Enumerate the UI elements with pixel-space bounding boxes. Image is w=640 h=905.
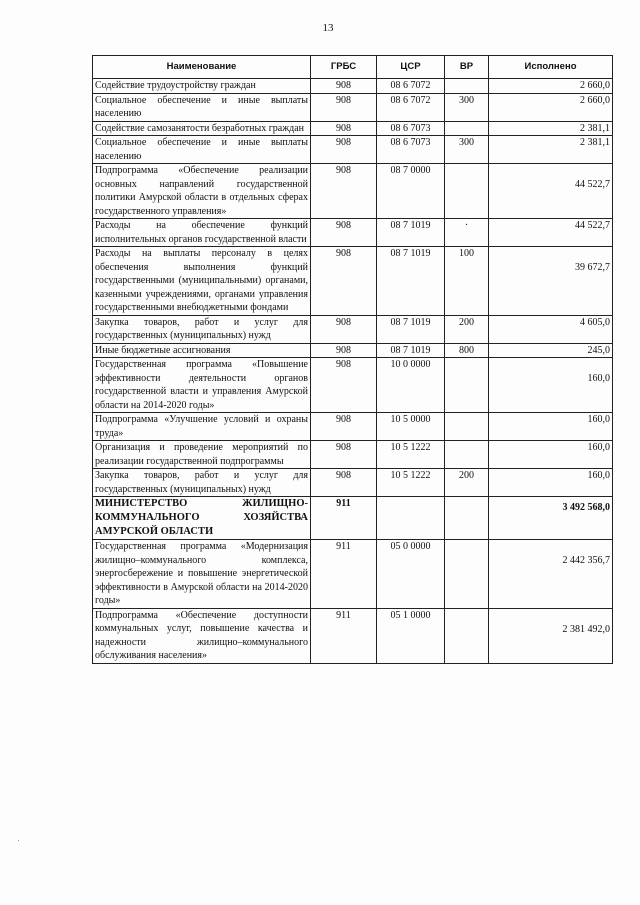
- cell-grbs: 908: [311, 469, 377, 497]
- table-row: [93, 540, 613, 609]
- cell-sum: 4 605,0: [489, 315, 613, 343]
- header-name: Наименование: [93, 56, 311, 79]
- header-grbs: ГРБС: [311, 56, 377, 79]
- cell-name: Расходы на выплаты персоналу в целях обеспечения выполнения функций государственными (муниципальными) органами, казенными учреждениями, органами управления государственными внебюджетными фондами: [93, 247, 311, 316]
- cell-vr: [445, 540, 489, 609]
- cell-name: Организация и проведение мероприятий по реализации государственной подпрограммы: [93, 441, 311, 469]
- table-row: [93, 358, 613, 413]
- cell-sum: 160,0: [489, 469, 613, 497]
- cell-csr: 08 7 1019: [377, 247, 445, 316]
- cell-name: Подпрограмма «Обеспечение реализации основных направлений государственной политики Амурской области в отдельных сферах государственного управления»: [93, 164, 311, 219]
- cell-sum: 3 492 568,0: [489, 497, 613, 540]
- cell-name: Расходы на обеспечение функций исполнительных органов государственной власти: [93, 219, 311, 247]
- cell-name: МИНИСТЕРСТВО ЖИЛИЩНО-КОММУНАЛЬНОГО ХОЗЯЙСТВА АМУРСКОЙ ОБЛАСТИ: [93, 497, 311, 540]
- cell-grbs: 908: [311, 441, 377, 469]
- table-row-ministry: [93, 497, 613, 540]
- cell-sum: 2 660,0: [489, 93, 613, 121]
- scan-speck: [18, 840, 19, 841]
- table-row: [93, 136, 613, 164]
- cell-csr: [377, 497, 445, 540]
- table-row: [93, 441, 613, 469]
- cell-sum: 2 381 492,0: [489, 608, 613, 663]
- cell-csr: 05 1 0000: [377, 608, 445, 663]
- cell-sum: 160,0: [489, 358, 613, 413]
- cell-grbs: 911: [311, 608, 377, 663]
- cell-sum: 160,0: [489, 413, 613, 441]
- page-number: 13: [322, 22, 334, 34]
- cell-grbs: 908: [311, 358, 377, 413]
- table-row: [93, 93, 613, 121]
- header-csr: ЦСР: [377, 56, 445, 79]
- cell-name: Подпрограмма «Улучшение условий и охраны труда»: [93, 413, 311, 441]
- cell-grbs: 908: [311, 136, 377, 164]
- table-row: [93, 164, 613, 219]
- table-row: [93, 608, 613, 663]
- cell-grbs: 908: [311, 247, 377, 316]
- cell-sum: 2 381,1: [489, 136, 613, 164]
- cell-sum: 44 522,7: [489, 164, 613, 219]
- cell-vr: [445, 358, 489, 413]
- table-row: [93, 219, 613, 247]
- cell-csr: 08 7 1019: [377, 219, 445, 247]
- cell-grbs: 908: [311, 413, 377, 441]
- budget-execution-table: [92, 55, 613, 664]
- cell-vr: [445, 413, 489, 441]
- cell-grbs: 908: [311, 219, 377, 247]
- cell-csr: 08 7 1019: [377, 343, 445, 358]
- cell-sum: 2 660,0: [489, 79, 613, 94]
- table-row: [93, 343, 613, 358]
- cell-sum: 2 442 356,7: [489, 540, 613, 609]
- cell-grbs: 908: [311, 164, 377, 219]
- cell-csr: 08 6 7073: [377, 136, 445, 164]
- cell-sum: 39 672,7: [489, 247, 613, 316]
- cell-name: Содействие трудоустройству граждан: [93, 79, 311, 94]
- cell-name: Закупка товаров, работ и услуг для государственных (муниципальных) нужд: [93, 469, 311, 497]
- cell-csr: 08 6 7073: [377, 121, 445, 136]
- cell-csr: 08 7 0000: [377, 164, 445, 219]
- cell-sum: 2 381,1: [489, 121, 613, 136]
- cell-vr: [445, 608, 489, 663]
- cell-name: Государственная программа «Повышение эффективности деятельности органов государственной власти и управления Амурской области на 2014-2020 годы»: [93, 358, 311, 413]
- cell-sum: 160,0: [489, 441, 613, 469]
- cell-vr: [445, 164, 489, 219]
- table-row: [93, 469, 613, 497]
- cell-vr: 200: [445, 315, 489, 343]
- cell-vr: [445, 79, 489, 94]
- cell-vr: 100: [445, 247, 489, 316]
- cell-csr: 10 5 0000: [377, 413, 445, 441]
- cell-grbs: 908: [311, 121, 377, 136]
- cell-grbs: 908: [311, 79, 377, 94]
- table-row: [93, 79, 613, 94]
- table-row: [93, 315, 613, 343]
- cell-csr: 08 6 7072: [377, 79, 445, 94]
- cell-name: Государственная программа «Модернизация жилищно–коммунального комплекса, энергосбережение и повышение энергетической эффективности в Амурской области на 2014-2020 годы»: [93, 540, 311, 609]
- cell-name: Социальное обеспечение и иные выплаты населению: [93, 93, 311, 121]
- cell-grbs: 911: [311, 540, 377, 609]
- table-header-row: [93, 56, 613, 79]
- cell-csr: 10 0 0000: [377, 358, 445, 413]
- table-row: [93, 413, 613, 441]
- cell-csr: 10 5 1222: [377, 469, 445, 497]
- cell-vr: 200: [445, 469, 489, 497]
- cell-vr: [445, 441, 489, 469]
- cell-name: Подпрограмма «Обеспечение доступности коммунальных услуг, повышение качества и надежности жилищно–коммунального обслуживания населения»: [93, 608, 311, 663]
- cell-vr: 300: [445, 136, 489, 164]
- cell-grbs: 911: [311, 497, 377, 540]
- header-vr: ВР: [445, 56, 489, 79]
- cell-sum: 245,0: [489, 343, 613, 358]
- cell-vr: 300: [445, 93, 489, 121]
- table-row: [93, 247, 613, 316]
- cell-csr: 10 5 1222: [377, 441, 445, 469]
- cell-sum: 44 522,7: [489, 219, 613, 247]
- cell-vr: [445, 121, 489, 136]
- cell-name: Закупка товаров, работ и услуг для государственных (муниципальных) нужд: [93, 315, 311, 343]
- cell-name: Иные бюджетные ассигнования: [93, 343, 311, 358]
- cell-vr: [445, 497, 489, 540]
- cell-grbs: 908: [311, 93, 377, 121]
- cell-vr: ·: [445, 219, 489, 247]
- table-row: [93, 121, 613, 136]
- cell-csr: 08 6 7072: [377, 93, 445, 121]
- cell-grbs: 908: [311, 315, 377, 343]
- cell-csr: 05 0 0000: [377, 540, 445, 609]
- header-sum: Исполнено: [489, 56, 613, 79]
- cell-vr: 800: [445, 343, 489, 358]
- cell-csr: 08 7 1019: [377, 315, 445, 343]
- cell-grbs: 908: [311, 343, 377, 358]
- cell-name: Социальное обеспечение и иные выплаты населению: [93, 136, 311, 164]
- cell-name: Содействие самозанятости безработных граждан: [93, 121, 311, 136]
